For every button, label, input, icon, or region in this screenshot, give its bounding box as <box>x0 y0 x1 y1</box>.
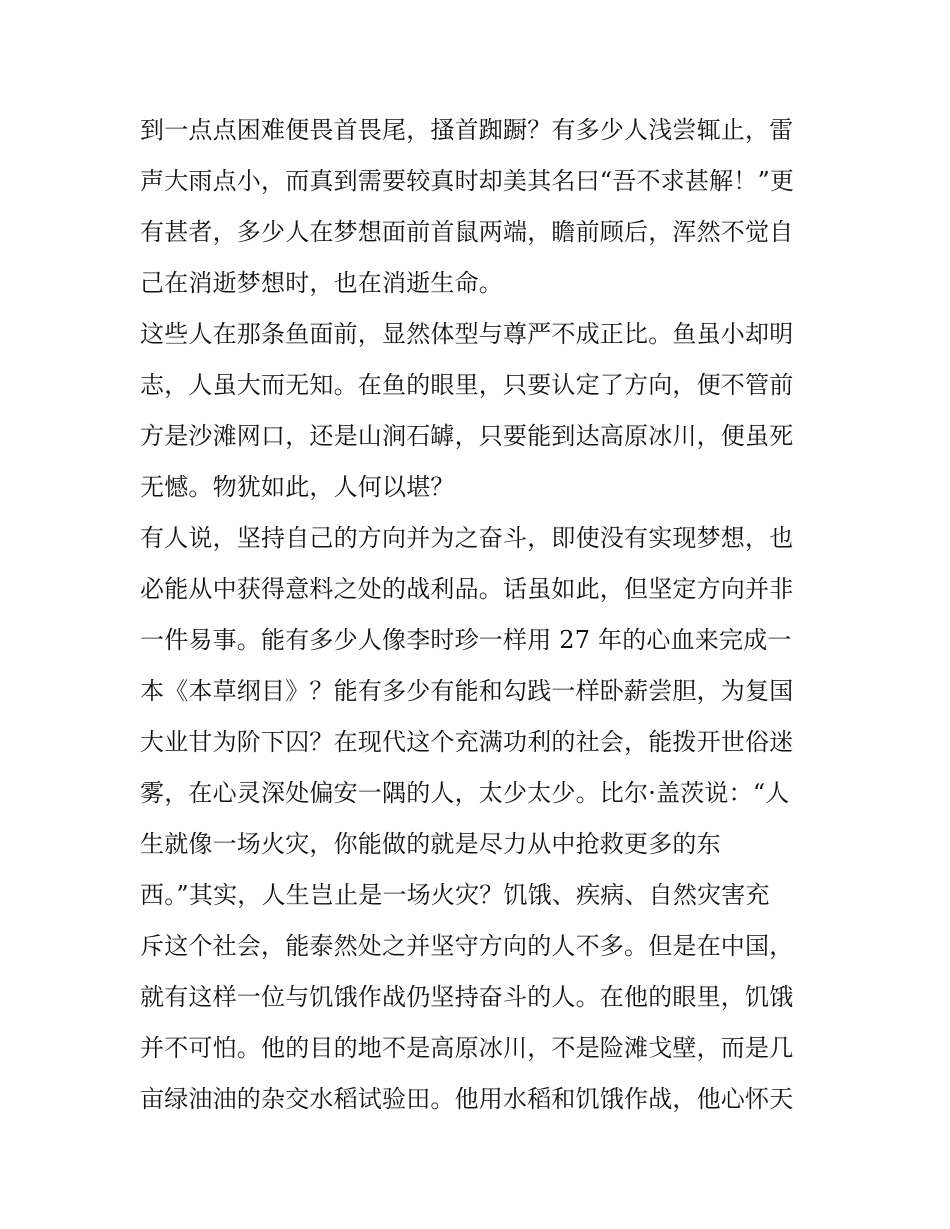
text-line: 并不可怕。他的目的地不是高原冰川，不是险滩戈壁，而是几 <box>140 1034 794 1062</box>
text-line: 大业甘为阶下囚？在现代这个充满功利的社会，能拨开世俗迷 <box>140 728 794 756</box>
text-line: 这些人在那条鱼面前，显然体型与尊严不成正比。鱼虽小却明 <box>140 320 794 348</box>
text-line: 声大雨点小，而真到需要较真时却美其名曰“吾不求甚解！”更 <box>140 167 795 195</box>
text-line: 志，人虽大而无知。在鱼的眼里，只要认定了方向，便不管前 <box>140 371 794 399</box>
text-line: 一件易事。能有多少人像李时珍一样用 27 年的心血来完成一 <box>140 626 792 654</box>
text-line: 雾，在心灵深处偏安一隅的人，太少太少。比尔·盖茨说：“人 <box>140 779 790 807</box>
text-line: 无憾。物犹如此，人何以堪？ <box>140 473 455 501</box>
text-line: 方是沙滩网口，还是山涧石罅，只要能到达高原冰川，便虽死 <box>140 422 794 450</box>
body-text <box>140 105 820 1125</box>
text-line: 就有这样一位与饥饿作战仍坚持奋斗的人。在他的眼里，饥饿 <box>140 983 794 1011</box>
text-line: 本《本草纲目》？能有多少有能和勾践一样卧薪尝胆，为复国 <box>140 677 794 705</box>
text-line: 有人说，坚持自己的方向并为之奋斗，即使没有实现梦想，也 <box>140 524 794 552</box>
text-line: 己在消逝梦想时，也在消逝生命。 <box>140 269 503 297</box>
text-line: 斥这个社会，能泰然处之并坚守方向的人不多。但是在中国， <box>140 932 794 960</box>
text-line: 西。”其实，人生岂止是一场火灾？饥饿、疾病、自然灾害充 <box>140 881 770 909</box>
text-line: 生就像一场火灾，你能做的就是尽力从中抢救更多的东 <box>140 830 721 858</box>
text-line: 亩绿油油的杂交水稻试验田。他用水稻和饥饿作战，他心怀天 <box>140 1085 794 1113</box>
text-line: 到一点点困难便畏首畏尾，搔首踟蹰？有多少人浅尝辄止，雷 <box>140 116 794 144</box>
text-line: 必能从中获得意料之处的战利品。话虽如此，但坚定方向并非 <box>140 575 794 603</box>
text-line: 有甚者，多少人在梦想面前首鼠两端，瞻前顾后，浑然不觉自 <box>140 218 794 246</box>
